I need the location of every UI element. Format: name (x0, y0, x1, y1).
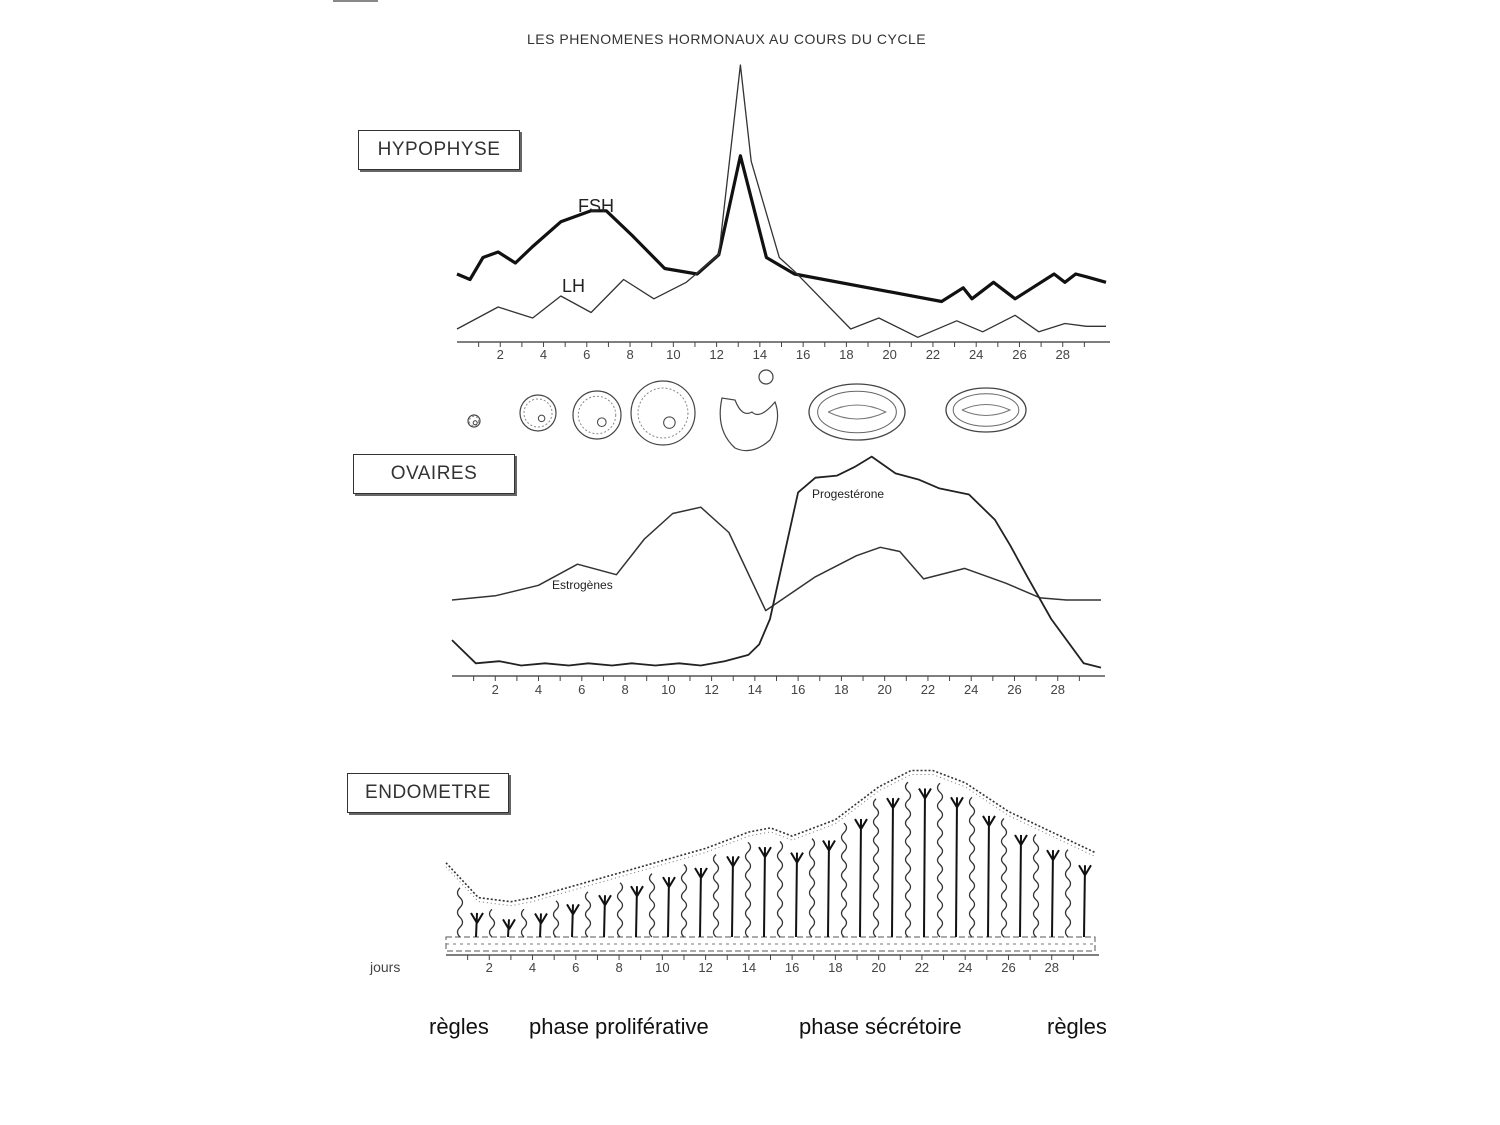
ovaires-x-tick-label: 28 (1050, 682, 1065, 697)
spiral-artery (983, 816, 995, 937)
spiral-artery (951, 797, 963, 937)
endometrial-gland (906, 782, 911, 937)
hypophyse-x-tick-label: 14 (752, 347, 768, 362)
secondary-follicle (573, 391, 621, 439)
spiral-artery (535, 913, 547, 937)
endometrial-gland (650, 874, 655, 937)
endometrial-gland (586, 892, 591, 937)
mature-follicle (631, 381, 695, 445)
spiral-artery (887, 798, 899, 937)
endometrial-gland (714, 855, 719, 938)
hypophyse-label-box: HYPOPHYSE (358, 130, 520, 170)
ovaires-x-tick-label: 12 (704, 682, 719, 697)
spiral-artery (727, 856, 739, 937)
ovaires-x-tick-label: 16 (790, 682, 806, 697)
endometrial-gland (1002, 819, 1007, 938)
endometre-label-box: ENDOMETRE (347, 773, 509, 813)
spiral-artery (663, 877, 675, 937)
hypophyse-x-tick-label: 20 (882, 347, 897, 362)
spiral-artery (503, 919, 515, 937)
endometrial-gland (458, 888, 463, 937)
spiral-artery (471, 913, 483, 937)
ovaires-x-tick-label: 20 (877, 682, 892, 697)
endometrial-gland (1066, 850, 1071, 937)
corpus-luteum (809, 384, 905, 440)
corpus-albicans-folds (962, 405, 1010, 416)
spiral-artery (823, 841, 835, 937)
ovaires-x-tick-label: 24 (963, 682, 979, 697)
corpus-albicans (946, 388, 1026, 432)
endometrial-gland (970, 797, 975, 937)
endometre-x-tick-label: 28 (1044, 960, 1059, 975)
phase-label-secretoire: phase sécrétoire (799, 1014, 962, 1039)
endometre-x-tick-label: 6 (572, 960, 580, 975)
endometrial-gland (810, 839, 815, 937)
spiral-artery (1015, 835, 1027, 937)
hypophyse-chart (457, 65, 1110, 362)
endometrial-gland (778, 842, 783, 938)
endometrial-gland (490, 909, 495, 937)
ovaires-x-tick-label: 14 (747, 682, 763, 697)
endometrial-gland (618, 883, 623, 937)
endometre-chart (369, 771, 1099, 976)
progesterone-series-line (452, 457, 1101, 668)
primary-follicle (520, 395, 556, 431)
hypophyse-x-tick-label: 8 (626, 347, 634, 362)
spiral-artery (919, 789, 931, 938)
figure-title: LES PHENOMENES HORMONAUX AU COURS DU CYCLE (527, 31, 927, 47)
endometrial-gland (746, 842, 751, 937)
ovaires-x-tick-label: 22 (920, 682, 936, 697)
endometrium-surface-outline (446, 771, 1095, 902)
endometrial-gland (842, 823, 847, 937)
endometre-x-tick-label: 22 (914, 960, 930, 975)
hypophyse-x-tick-label: 26 (1012, 347, 1027, 362)
hypophyse-x-tick-label: 4 (539, 347, 548, 362)
endometrium-surface-stipple (446, 775, 1095, 906)
ovaires-x-tick-label: 6 (578, 682, 586, 697)
spiral-artery (791, 853, 803, 937)
endometre-x-tick-label: 16 (784, 960, 800, 975)
hypophyse-x-tick-label: 2 (496, 347, 504, 362)
endometre-x-tick-label: 8 (615, 960, 623, 975)
primary-follicle-oocyte (538, 415, 544, 421)
lh-series-line (457, 65, 1106, 337)
endometrial-gland (554, 901, 559, 937)
endometrial-gland (522, 909, 527, 937)
spiral-artery (695, 868, 707, 937)
hypophyse-x-tick-label: 18 (839, 347, 854, 362)
released-ovum (759, 370, 773, 384)
ovaires-x-tick-label: 8 (621, 682, 629, 697)
secondary-follicle-inner (578, 396, 615, 433)
primary-follicle-inner (524, 399, 552, 427)
spiral-artery (1079, 865, 1091, 937)
endometre-x-tick-label: 26 (1001, 960, 1016, 975)
primordial-follicle-oocyte (473, 421, 477, 425)
hypophyse-x-tick-label: 22 (925, 347, 941, 362)
hypophyse-x-tick-label: 28 (1055, 347, 1070, 362)
estrogenes-series-label: Estrogènes (552, 578, 613, 592)
spiral-artery (855, 819, 867, 937)
endometre-x-tick-label: 20 (871, 960, 886, 975)
x-axis-label-jours: jours (370, 959, 401, 975)
endometrial-gland (938, 783, 943, 937)
spiral-artery (631, 886, 643, 937)
mature-follicle-inner (638, 388, 688, 438)
phase-label-proliferative: phase proliférative (529, 1014, 709, 1039)
mature-follicle-oocyte (664, 417, 676, 429)
spiral-artery (567, 904, 579, 937)
hypophyse-x-tick-label: 10 (666, 347, 681, 362)
progesterone-series-label: Progestérone (812, 487, 885, 501)
ovaires-x-tick-label: 10 (661, 682, 676, 697)
ovaires-chart (452, 457, 1105, 697)
endometre-x-tick-label: 2 (485, 960, 493, 975)
endometrial-gland (682, 865, 687, 938)
secondary-follicle-oocyte (597, 418, 606, 427)
endometrial-gland (874, 799, 879, 937)
endometre-x-tick-label: 14 (741, 960, 757, 975)
endometre-x-tick-label: 18 (828, 960, 843, 975)
fsh-series-line (457, 156, 1106, 302)
phase-label-regles-end: règles (1047, 1014, 1107, 1039)
ovaires-x-tick-label: 2 (491, 682, 499, 697)
endometre-x-tick-label: 24 (957, 960, 973, 975)
spiral-artery (599, 895, 611, 937)
ovaires-x-tick-label: 18 (834, 682, 849, 697)
ovaires-x-tick-label: 4 (534, 682, 543, 697)
spiral-artery (759, 847, 771, 937)
ovulation-rupture (720, 398, 777, 451)
endometre-x-tick-label: 10 (655, 960, 670, 975)
hypophyse-x-tick-label: 6 (583, 347, 591, 362)
hypophyse-x-tick-label: 16 (795, 347, 811, 362)
phase-label-regles-start: règles (429, 1014, 489, 1039)
spiral-artery (1047, 850, 1059, 937)
lh-series-label: LH (562, 276, 586, 296)
corpus-luteum-inner (818, 391, 897, 432)
hypophyse-x-tick-label: 24 (968, 347, 984, 362)
ovaires-x-tick-label: 26 (1007, 682, 1022, 697)
estrogenes-series-line (452, 507, 1101, 610)
endometre-x-tick-label: 4 (528, 960, 537, 975)
endometre-x-tick-label: 12 (698, 960, 713, 975)
hypophyse-x-tick-label: 12 (709, 347, 724, 362)
corpus-luteum-folds (828, 405, 886, 419)
fsh-series-label: FSH (578, 196, 614, 216)
endometrial-gland (1034, 835, 1039, 938)
ovarian-follicle-illustrations (468, 370, 1026, 451)
ovaires-label-box: OVAIRES (353, 454, 515, 494)
